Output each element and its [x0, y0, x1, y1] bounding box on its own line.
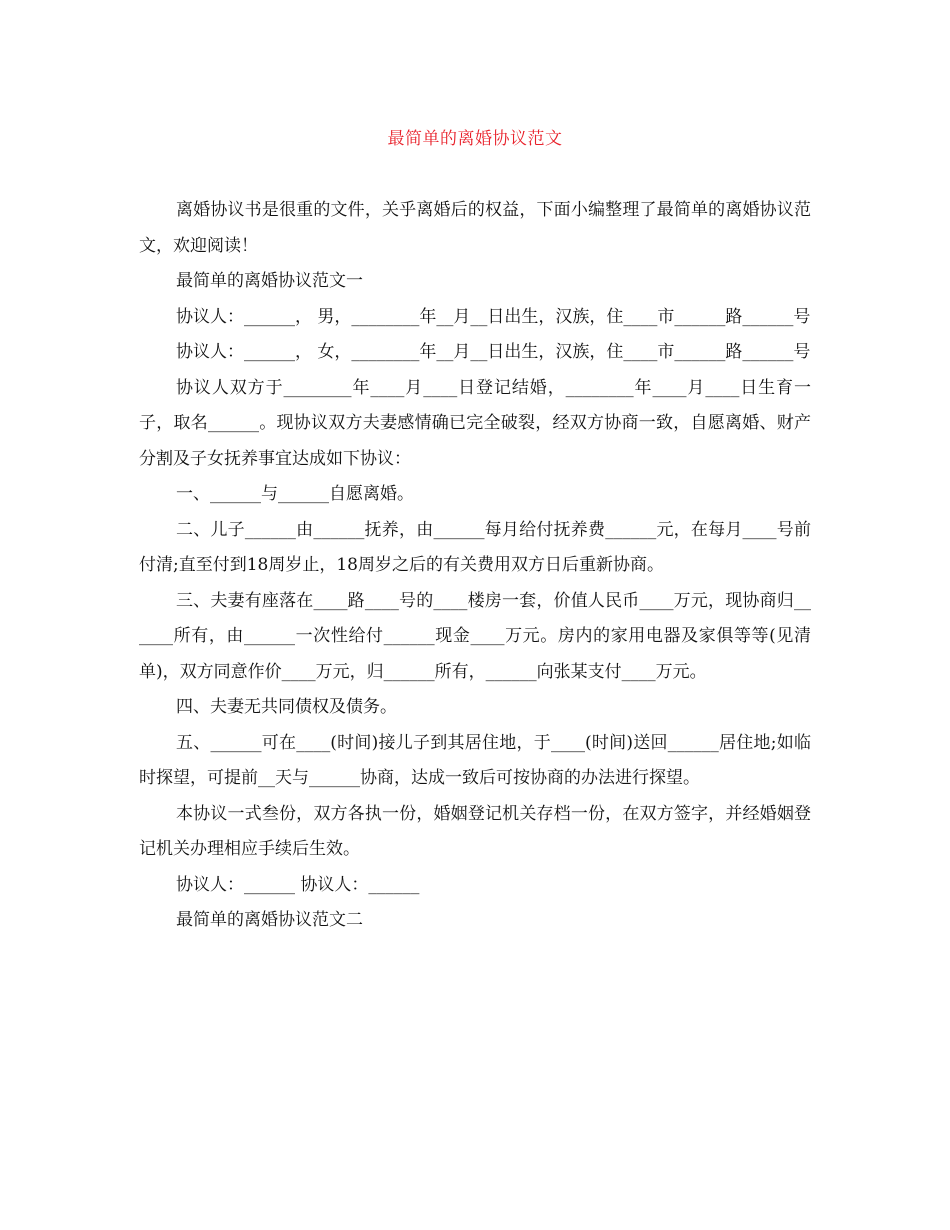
clause-1: 一、______与______自愿离婚。 — [176, 484, 414, 504]
section-heading-2: 最简单的离婚协议范文二 — [176, 910, 363, 930]
clause-5: 五、______可在____(时间)接儿子到其居住地，于____(时间)送回______居住地;如临时探望，可提前__天与______协商，达成一致后可按协商的办法进行探望。 — [139, 732, 811, 788]
party-male-paragraph: 协议人：______， 男，________年__月__日出生，汉族，住____市______路______号 — [176, 306, 811, 327]
clause-3: 三、夫妻有座落在____路____号的____楼房一套，价值人民币____万元，现协商归______所有，由______一次性给付______现金____万元。房内的家用电器及家俱等等(见清单)，双方同意作价____万元，归______所有，______向张某支付____万元。 — [139, 590, 811, 682]
document-body — [139, 193, 811, 939]
copies-paragraph: 本协议一式叁份，双方各执一份，婚姻登记机关存档一份，在双方签字，并经婚姻登记机关办理相应手续后生效。 — [139, 803, 811, 859]
signature-line: 协议人：______ 协议人：______ — [176, 874, 420, 895]
clause-4: 四、夫妻无共同债权及债务。 — [176, 697, 397, 717]
marriage-paragraph: 协议人双方于________年____月____日登记结婚，________年____月____日生育一子，取名______。现协议双方夫妻感情确已完全破裂，经双方协商一致，自愿离婚、财产分割及子女抚养事宜达成如下协议： — [139, 377, 811, 469]
clause-2: 二、儿子______由______抚养，由______每月给付抚养费______元，在每月____号前付清;直至付到18周岁止，18周岁之后的有关费用双方日后重新协商。 — [139, 519, 811, 575]
section-heading-1: 最简单的离婚协议范文一 — [176, 271, 363, 291]
intro-paragraph: 离婚协议书是很重的文件，关乎离婚后的权益，下面小编整理了最简单的离婚协议范文，欢迎阅读！ — [139, 200, 811, 256]
document-title: 最简单的离婚协议范文 — [387, 129, 563, 149]
party-female-paragraph: 协议人：______， 女，________年__月__日出生，汉族，住____市______路______号 — [176, 342, 811, 362]
